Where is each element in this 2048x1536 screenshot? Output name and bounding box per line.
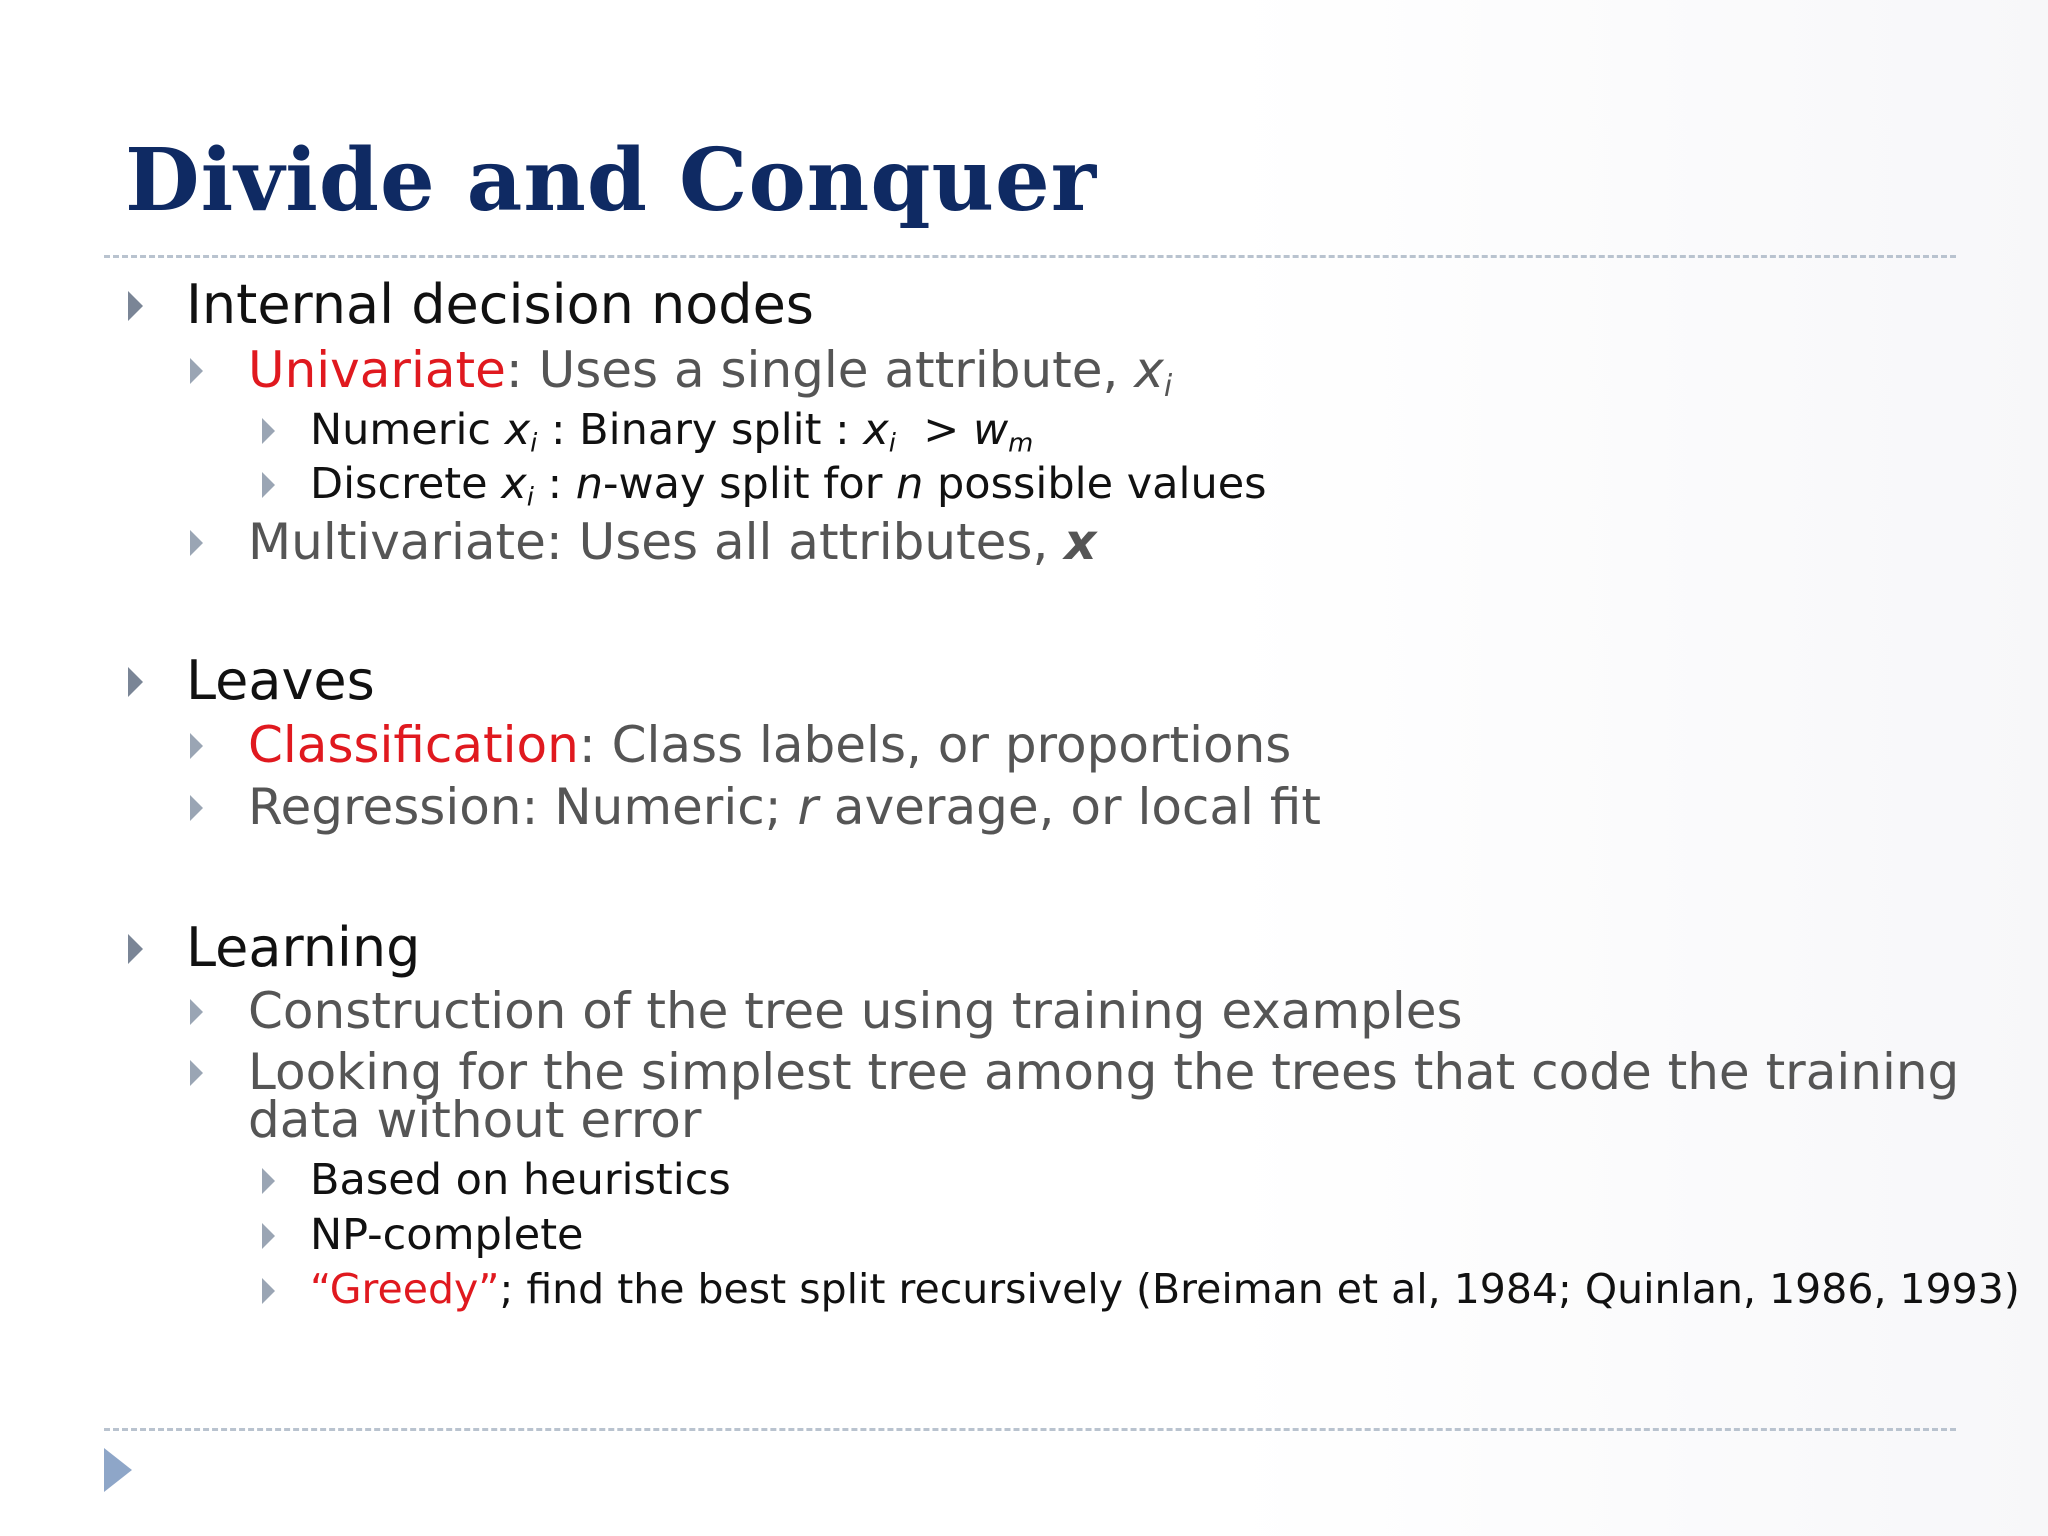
bullet-arrow-icon	[190, 358, 203, 384]
bullet-discrete	[310, 459, 1267, 513]
bullet-arrow-icon	[190, 1060, 203, 1086]
greedy-description: ; find the best split recursively (Breiman et al, 1984; Quinlan, 1986, 1993)	[499, 1265, 2020, 1313]
bullet-arrow-icon	[190, 733, 203, 759]
var-x: x	[863, 405, 889, 455]
bullet-regression	[248, 778, 1321, 836]
greater-than: >	[895, 405, 973, 455]
bullet-learning: Learning	[186, 916, 421, 979]
term-classification: Classification	[248, 716, 579, 774]
numeric-label: Numeric	[310, 405, 505, 455]
var-x-bold: x	[1064, 513, 1097, 571]
var-r: r	[797, 778, 819, 836]
var-x: x	[1134, 341, 1164, 399]
bullet-univariate	[248, 341, 1173, 404]
sub-i: i	[526, 482, 534, 513]
univariate-description: : Uses a single attribute,	[505, 341, 1135, 399]
bullet-arrow-icon	[262, 472, 275, 498]
bullet-arrow-icon	[190, 795, 203, 821]
term-univariate: Univariate	[248, 341, 506, 399]
var-x: x	[501, 459, 527, 509]
slide-title: Divide and Conquer	[125, 130, 1098, 231]
bullet-looking-line1: Looking for the simplest tree among the trees that code the training	[248, 1043, 1960, 1101]
discrete-label: Discrete	[310, 459, 502, 509]
var-n: n	[575, 459, 603, 509]
bullet-arrow-icon	[262, 1223, 275, 1249]
var-w: w	[972, 405, 1009, 455]
var-n: n	[896, 459, 924, 509]
discrete-colon: :	[533, 459, 576, 509]
bullet-classification	[248, 716, 1292, 774]
footer-arrow-icon	[104, 1448, 132, 1492]
bullet-arrow-icon	[262, 418, 275, 444]
var-x: x	[504, 405, 531, 455]
multivariate-text: Multivariate: Uses all attributes,	[248, 513, 1065, 571]
bullet-arrow-icon	[128, 667, 143, 697]
bullet-looking-line2: data without error	[248, 1091, 702, 1149]
regression-start: Regression: Numeric;	[248, 778, 798, 836]
bullet-arrow-icon	[262, 1278, 275, 1304]
bullet-internal-decision-nodes: Internal decision nodes	[186, 273, 814, 336]
discrete-end-text: possible values	[923, 459, 1267, 509]
discrete-way-text: -way split for	[603, 459, 897, 509]
bullet-leaves: Leaves	[186, 649, 375, 712]
bullet-heuristics: Based on heuristics	[310, 1155, 731, 1205]
bullet-numeric	[310, 405, 1034, 459]
numeric-split-text: : Binary split :	[537, 405, 864, 455]
footer-divider	[104, 1428, 1956, 1431]
bullet-multivariate	[248, 513, 1097, 571]
sub-i: i	[530, 428, 538, 459]
regression-end: average, or local fit	[818, 778, 1321, 836]
bullet-arrow-icon	[262, 1168, 275, 1194]
sub-i: i	[888, 428, 896, 459]
bullet-arrow-icon	[128, 934, 143, 964]
bullet-arrow-icon	[190, 530, 203, 556]
bullet-greedy	[310, 1265, 2020, 1313]
sub-m: m	[1008, 428, 1034, 459]
classification-description: : Class labels, or proportions	[578, 716, 1292, 774]
bullet-construction: Construction of the tree using training examples	[248, 982, 1463, 1040]
bullet-arrow-icon	[128, 291, 143, 321]
bullet-arrow-icon	[190, 999, 203, 1025]
sub-i: i	[1163, 369, 1173, 404]
bullet-np-complete: NP-complete	[310, 1210, 584, 1260]
term-greedy: “Greedy”	[310, 1265, 500, 1313]
